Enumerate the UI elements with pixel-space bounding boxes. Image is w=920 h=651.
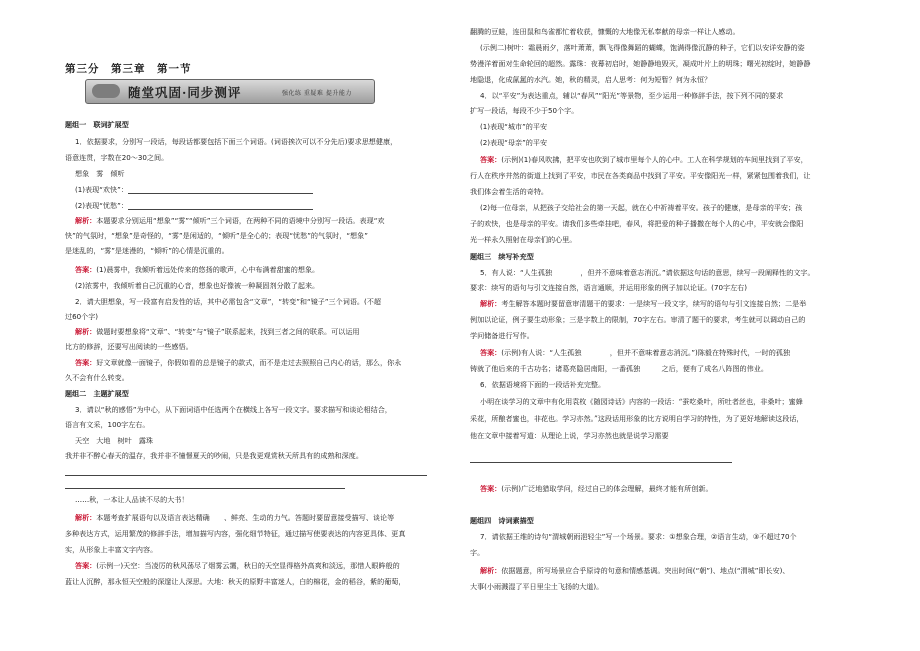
- option-text: (1)表现“城市”的平安: [480, 122, 548, 131]
- context-text: 采花，所酿者蜜也，非花也。学习亦然。”这段话用形象的比方说明自学习的特性，为了更好地解读这段话，: [470, 414, 804, 423]
- group-heading: 题组四 诗词素描型: [470, 516, 534, 525]
- answer-text: 地隐退，化成氤氲的水汽。她，秋的精灵，启人思考：何为短暂？何为永恒？: [470, 75, 712, 84]
- prompt-sentence: 我并非不醉心春天的温存，我并非不憧憬夏天的吵闹，只是我更观赏秋天所具有的成熟和深度。: [65, 451, 363, 460]
- answer-text: (2)每一位母亲，从把孩子交给社会的第一天起，就在心中祈祷着平安。孩子的健康，是母亲的平安；孩: [480, 203, 803, 212]
- word-list: 天空 大地 树叶 露珠: [75, 436, 154, 445]
- analysis-text: 解析：做题时要想象将“文章”、“转变”与“镜子”联系起来，找到三者之间的联系。可以运用: [75, 327, 360, 336]
- analysis-text: 解析：本题要求分别运用“想象”“雾”“倾听”三个词语，在两种不同的语境中分别写一段话。表现“欢: [75, 216, 385, 225]
- answer-text: 久不会有什么转变。: [65, 373, 129, 382]
- analysis-text: 是迷乱的，“雾”是迷漫的，“倾听”的心情是沉重的。: [65, 246, 229, 255]
- answer-text: 答案：(示例)有人说：“人生孤独 ，但并不意味着意志消沉。”)陈毅在特殊时代，一时的孤独: [480, 348, 791, 357]
- analysis-text: 比方的修辞，还要写出阅读的一些感悟。: [65, 342, 193, 351]
- word-list: 想象 雾 倾听: [75, 169, 125, 178]
- answer-text: 我们体会着生活的奇特。: [470, 187, 549, 196]
- question-text: 1．依据要求，分别写一段话，每段话都要包括下面三个词语。(词语挨次可以不分先后)要求思想健康，: [75, 137, 398, 146]
- analysis-text: 大事(小雨溅湿了平日里尘土飞扬的大道)。: [470, 582, 604, 591]
- context-text: 他在文章中接着写道：从理论上说，学习亦然也就是说学习需要: [470, 431, 669, 440]
- option-text: (1)表现“欢快”：: [75, 185, 313, 194]
- question-text: 语意连贯，字数在20～30之间。: [65, 153, 169, 162]
- question-text: 7．请依据王维的诗句“渭城朝雨浥轻尘”写一个场景。要求：①想象合理，②语言生动，③不超过70个: [480, 532, 797, 541]
- analysis-text: 多种表达方式，运用繁茂的修辞手法，增加描写内容，强化细节特征，通过描写使要表达的内容更具体、更真: [65, 529, 406, 538]
- answer-text: 光一样永久照射在母亲们的心里。: [470, 235, 577, 244]
- option-text: (2)表现“忧愁”：: [75, 201, 313, 210]
- answer-text: 答案：(示例一)天空：当凌厉的秋风荡尽了烟雾云霭，秋日的天空显得格外高爽和淡远，那惜人眼眸般的: [75, 561, 400, 570]
- group-heading: 题组三 续写补充型: [470, 252, 534, 261]
- banner-decoration-icon: [92, 84, 120, 98]
- answer-text: 势漫洋着面对生命轮回的超然。露珠：夜幕初启时，她静静地毁灭，凝成叶片上的明珠；曙光初绽时，她静静: [470, 59, 811, 68]
- banner-main: 随堂巩固·同步测评: [128, 85, 242, 100]
- answer-text: 铸就了他后来的千古功名；诸葛亮隐居南阳，一番孤独 之后，便有了成名八阵图的伟业。: [470, 364, 768, 373]
- answer-text: 行人在秩序井然的街道上找到了平安，市民在各类商品中找到了平安。平安像阳光一样，紧紧包围着我们，让: [470, 171, 811, 180]
- answer-blank[interactable]: [128, 201, 313, 210]
- answer-blank[interactable]: [128, 185, 313, 194]
- question-text: 2．请大胆想象，写一段富有启发性的话，其中必需包含“文章”，“转变”和“镜子”三个词语。(不超: [75, 297, 381, 306]
- group-heading: 题组二 主题扩展型: [65, 389, 129, 398]
- answer-text: 答案：(示例)(1)春风吹拂，把平安也吹到了城市里每个人的心中。工人在科学规划的车间里找到了平安，: [480, 155, 808, 164]
- question-text: 字。: [470, 548, 485, 557]
- page-title: 第三分 第三章 第一节: [65, 63, 192, 75]
- analysis-text: 解析：考生解答本题时要留意审清题干的要求：一是续写一段文字，续写的语句与引文连接自然；二是举: [480, 299, 807, 308]
- answer-line[interactable]: [65, 488, 345, 489]
- group-heading: 题组一 联词扩展型: [65, 120, 129, 129]
- analysis-text: 快”的气氛时，“想象”是奇怪的，“雾”是闲适的，“倾听”是全心的；表现“忧愁”的气氛时，“想象”: [65, 231, 368, 240]
- question-text: 4．以“平安”为表达重点，辅以“春风”“阳光”等景物，至少运用一种修辞手法，按下列不同的要求: [480, 91, 784, 100]
- banner: [85, 79, 375, 104]
- question-text: 6．依据语境将下面的一段话补充完整。: [480, 380, 606, 389]
- question-text: 3．请以“秋的感悟”为中心，从下面词语中任选两个在横线上各写一段文字。要求描写和谈论相结合，: [75, 405, 392, 414]
- question-text: 扩写一段话，每段不少于50个字。: [470, 106, 579, 115]
- analysis-text: 学问储备进行写作。: [470, 331, 534, 340]
- option-text: (2)表现“母亲”的平安: [480, 138, 548, 147]
- analysis-text: 例加以论证，例子要生动形象；三是字数上的限制，70字左右。审清了题干的要求，考生就可以调动自己的: [470, 315, 806, 324]
- question-text: 语言有文采，100字左右。: [65, 420, 150, 429]
- question-text: 要求：续写的语句与引文连接自然，语言通顺，并运用形象的例子加以论证。(70字左右): [470, 283, 748, 292]
- answer-line[interactable]: [470, 462, 732, 463]
- analysis-text: 解析：本题考查扩展语句以及语言表达精确 、鲜亮、生动的力气。答题时要留意接受描写、谈论等: [75, 513, 395, 522]
- context-text: 小明在谈学习的文章中有化用袁枚《随园诗话》内容的一段话：“蚕吃桑叶，所吐者丝也，非桑叶；蜜蜂: [480, 397, 803, 406]
- answer-line[interactable]: [65, 475, 427, 476]
- answer-text: 答案：(示例)广泛地猎取学问，经过自己的体会理解，最终才能有所创新。: [480, 484, 713, 493]
- answer-text: 子的欢快，也是母亲的平安。请我们多些牵挂吧，春风，将把爱的种子播撒在每个人的心中，平安就会像阳: [470, 219, 804, 228]
- prompt-ending: ……秋，一本让人品读不尽的大书！: [75, 495, 189, 504]
- answer-text: 蓝让人沉醉，那永恒天空般的深邃让人深思。大地：秋天的原野丰富迷人，白的棉花，金的稻谷，紫的葡萄，: [65, 577, 406, 586]
- answer-text: 答案：(1)晨雾中，我倾听着远处传来的悠扬的歌声，心中布满着甜蜜的想象。: [75, 265, 320, 274]
- question-text: 过60个字): [65, 312, 99, 321]
- answer-text: 答案：好文章就像一面镜子，你假如看的总是镜子的款式，而不是走过去照照自己内心的话，那么，你永: [75, 358, 402, 367]
- banner-sub: 强化练 重疑难 提升能力: [282, 90, 352, 97]
- question-text: 5．有人说：“人生孤独 ，但并不意味着意志消沉。”请依据这句话的意思，续写一段阐释性的文字。: [480, 268, 815, 277]
- answer-text: (示例二)树叶：霜晨雨夕，落叶萧萧，飘飞得像舞蹈的蝴蝶，饱满得像沉静的种子，它们以安详安静的姿: [480, 43, 805, 52]
- analysis-text: 实，从形象上丰富文字内容。: [65, 545, 158, 554]
- analysis-text: 解析：依据题意，所写场景应合乎原诗的句意和情感基调。突出时间(“朝”)、地点(“渭城”即长安)、: [480, 566, 790, 575]
- answer-text: (2)浓雾中，我倾听着自己沉重的心音，想象也好像被一种凝固剂分散了起来。: [75, 281, 320, 290]
- answer-text: 翻腾的豆蛙，连田鼠和鸟雀都忙着收获，慷慨的大地像无私奉献的母亲一样让人感动。: [470, 27, 740, 36]
